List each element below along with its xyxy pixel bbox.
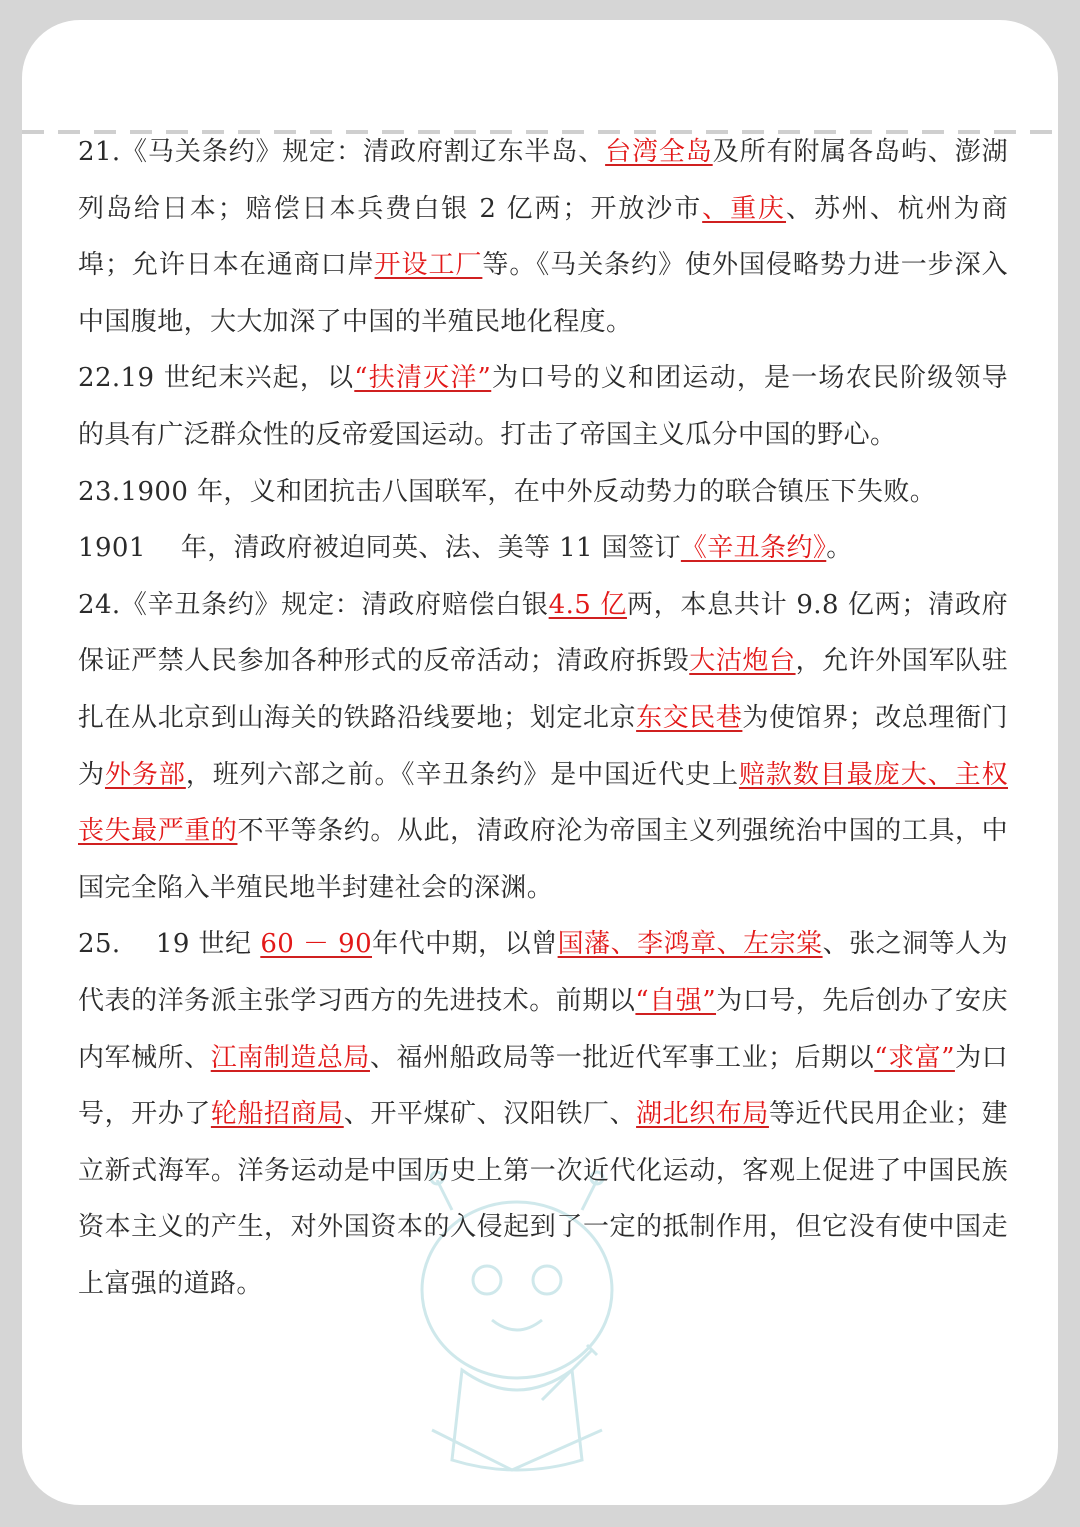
highlighted-keyword: 轮船招商局 <box>210 1099 344 1130</box>
paragraph-text: 等近代民用企业；建立新式海军。洋务运动是中国历史上第一次近代化运动，客观上促进了中国民族资本主义的产生，对外国资本的入侵起到了一定的抵制作用，但它没有使中国走上富强的道路。 <box>78 1099 1008 1299</box>
paragraph-text: 24.《辛丑条约》规定：清政府赔偿白银 <box>78 589 549 620</box>
paragraph-text: 、福州船政局等一批近代军事工业；后期以 <box>369 1042 875 1073</box>
highlighted-keyword: “自强” <box>635 985 717 1016</box>
highlighted-keyword: 开设工厂 <box>374 250 483 281</box>
highlighted-keyword: 江南制造总局 <box>210 1042 370 1073</box>
highlighted-keyword: 4.5 亿 <box>548 589 627 620</box>
highlighted-keyword: 东交民巷 <box>636 702 743 733</box>
paragraph-text: 。 <box>826 533 853 564</box>
highlighted-keyword: 赔款数目最庞大、主权丧失最严重的 <box>78 759 1008 847</box>
paragraph-text: 21.《马关条约》规定：清政府割辽东半岛、 <box>78 137 606 167</box>
paragraph-text: 年代中期，以曾 <box>372 929 558 960</box>
paragraph-text: 、张之洞等人为代表的洋务派主张学习西方的先进技术。前期以 <box>78 929 1008 1016</box>
paragraph-text: 为使馆界；改总理衙门为 <box>78 702 1008 790</box>
paragraph-text: 两，本息共计 9.8 亿两；清政府保证严禁人民参加各种形式的反帝活动；清政府拆毁 <box>78 589 1008 677</box>
paragraph-text: ，允许外国军队驻扎在从北京到山海关的铁路沿线要地；划定北京 <box>78 646 1008 733</box>
highlighted-keyword: 《辛丑条约》 <box>680 533 827 564</box>
paragraph-text: ，班列六部之前。《辛丑条约》是中国近代史上 <box>185 759 739 790</box>
paragraph-text: 1901 年，清政府被迫同英、法、美等 11 国签订 <box>78 533 681 564</box>
paragraph-4 <box>78 520 1008 577</box>
paragraph-6 <box>78 916 1008 1312</box>
paragraph-text: 22.19 世纪末兴起，以 <box>78 363 355 394</box>
paragraph-text: 、开平煤矿、汉阳铁厂、 <box>343 1099 637 1130</box>
paragraph-1 <box>78 124 1008 350</box>
highlighted-keyword: “求富” <box>874 1042 955 1073</box>
paragraph-5 <box>78 577 1008 917</box>
text-body <box>78 124 1008 1312</box>
paragraph-text: 不平等条约。从此，清政府沦为帝国主义列强统治中国的工具，中国完全陷入半殖民地半封建社会的深渊。 <box>78 816 1008 903</box>
paragraph-text: 为口号的义和团运动，是一场农民阶级领导的具有广泛群众性的反帝爱国运动。打击了帝国主义瓜分中国的野心。 <box>78 363 1008 450</box>
highlighted-keyword: 国藩、李鸿章、左宗棠 <box>557 929 823 960</box>
paragraph-text: 、苏州、杭州为商埠；允许日本在通商口岸 <box>78 193 1009 281</box>
paragraph-text: 23.1900 年，义和团抗击八国联军，在中外反动势力的联合镇压下失败。 <box>78 476 937 507</box>
highlighted-keyword: 湖北织布局 <box>636 1099 769 1130</box>
highlighted-keyword: 大沽炮台 <box>689 646 796 677</box>
paragraph-text: 为口号，开办了 <box>78 1042 1009 1130</box>
paragraph-text: 25. 19 世纪 <box>78 929 261 960</box>
highlighted-keyword: 、重庆 <box>702 193 787 224</box>
paragraph-2 <box>78 350 1008 463</box>
highlighted-keyword: 60 － 90 <box>260 929 373 960</box>
paragraph-3 <box>78 464 1008 521</box>
highlighted-keyword: 外务部 <box>104 759 186 790</box>
paragraph-text: 等。《马关条约》使外国侵略势力进一步深入中国腹地，大大加深了中国的半殖民地化程度。 <box>78 250 1008 337</box>
paragraph-text: 为口号，先后创办了安庆内军械所、 <box>78 985 1009 1073</box>
highlighted-keyword: “扶清灭洋” <box>354 363 492 394</box>
note-card <box>22 20 1058 1505</box>
paragraph-text: 及所有附属各岛屿、澎湖列岛给日本；赔偿日本兵费白银 2 亿两；开放沙市 <box>78 137 1009 224</box>
highlighted-keyword: 台湾全岛 <box>605 137 713 167</box>
